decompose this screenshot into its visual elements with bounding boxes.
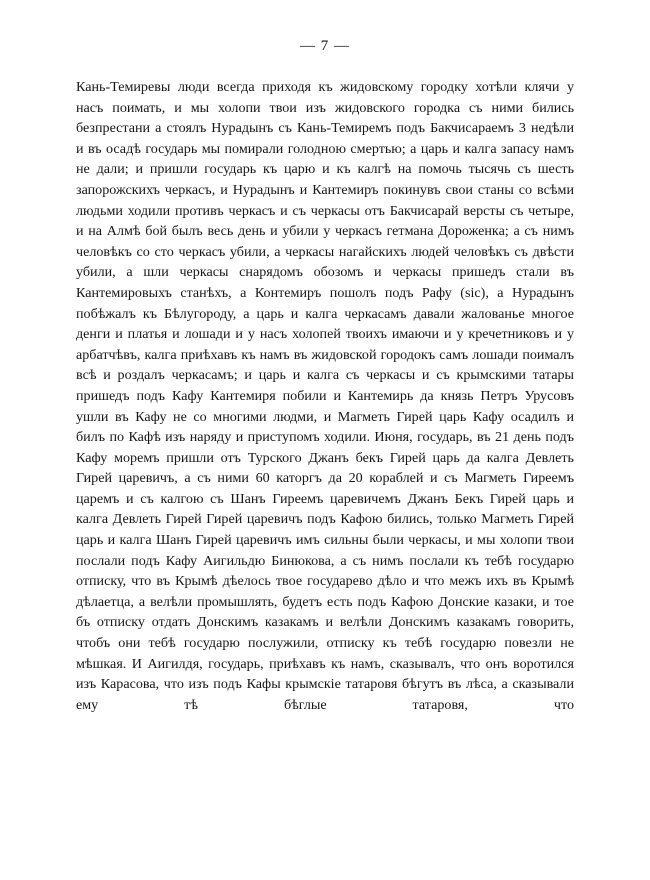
- page-number: — 7 —: [300, 38, 350, 54]
- body-text-block: [76, 77, 574, 715]
- main-paragraph: Кань-Темиревы люди всегда приходя къ жидовскому городку хотѣли клячи у насъ поимать, и мы холопи твои изъ жидовского городка съ ними бились безпрестани а стоялъ Нурадынъ съ Кань-Темиремъ подъ Бакчисараемъ 3 недѣли и въ осадѣ государь мы помирали голодною смертью; а царь и калга запасу намъ не дали; и пришли государь къ царю и къ калгѣ на помочь тысячь съ шесть запорожскихъ черкасъ, и Нурадынъ и Кантемиръ покинувъ свои станы со всѣми людьми ходили противъ черкасъ и съ черкасы отъ Бакчисарай версты съ четыре, и на Алмѣ бой былъ весь день и убили у черкасъ гетмана Дороженка; а съ нимъ человѣкъ со сто черкасъ убили, а черкасы нагайскихъ людей человѣкъ съ двѣсти убили, а шли черкасы снарядомъ обозомъ и черкасы пришедъ стали въ Кантемировыхъ станѣхъ, а Контемиръ пошолъ подъ Рафу (sic), а Нурадынъ побѣжалъ къ Бѣлугороду, а царь и калга черкасамъ давали жалованье многое денги и платья и лошади и у насъ холопей твоихъ имаючи и у кречетниковъ и у арбатчѣвъ, калга приѣхавъ къ намъ въ жидовской городокъ самъ лошади поималъ всѣ и роздалъ черкасамъ; и царь и калга съ черкасы и съ крымскими татары пришедъ подъ Кафу Кантемиря побили и Кантемирь да князь Петръ Урусовъ ушли въ Кафу не со многими людми, и Магметь Гирей царь Кафу осадилъ и билъ по Кафѣ изъ наряду и приступомъ ходили. Июня, государь, въ 21 день подъ Кафу моремъ пришли отъ Турского Джанъ бекъ Гирей царь да калга Девлеть Гирей царевичъ, а съ ними 60 каторгъ да 20 кораблей и съ Магметь Гиреемъ царемъ и съ калгою съ Шанъ Гиреемъ царевичемъ Джанъ Бекъ Гирей царь и калга Девлеть Гирей Гирей царевичъ подъ Кафою бились, только Магметь Гирей царь и калга Шанъ Гирей царевичъ имъ сильны были черкасы, и мы холопи твои послали подъ Кафу Аигильдю Бинюкова, а съ нимъ послали къ тебѣ государю отписку, что въ Крымѣ дѣелось твое государево дѣло и что межъ ихъ въ Крымѣ дѣлаетца, а велѣли промышлять, будетъ есть подъ Кафою Донские казаки, и тое бъ отписку отдать Донскимъ казакамъ и велѣли Донскимъ казакамъ говорить, чтобъ они тебѣ государю послужили, отписку къ тебѣ государю повезли не мѣшкая. И Аигилдя, государь, приѣхавъ къ намъ, сказывалъ, что онъ воротился изъ Карасова, что изъ подъ Кафы крымскіе татаровя бѣгутъ въ лѣса, а сказывали ему тѣ бѣглые татаровя, что: [76, 79, 574, 713]
- document-page: [0, 38, 650, 880]
